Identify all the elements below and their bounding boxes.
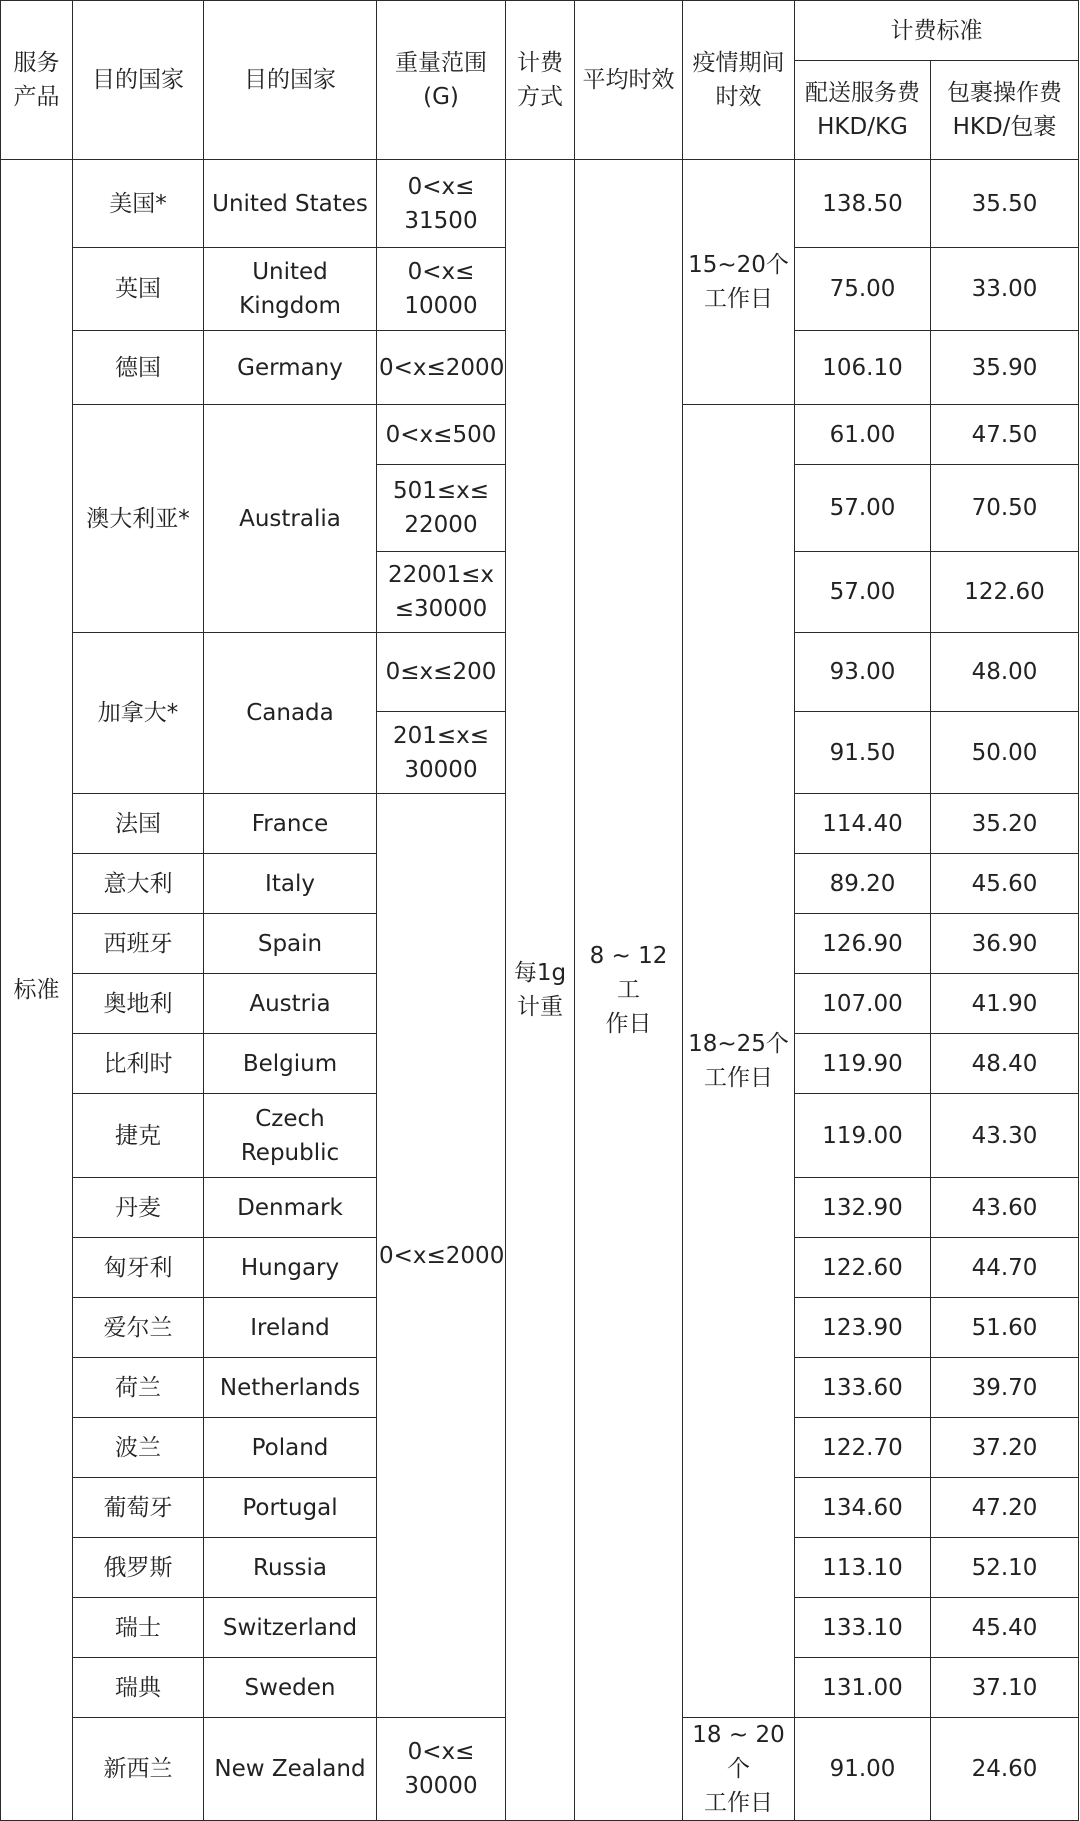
country-en-cell: Italy [204, 854, 377, 914]
delivery-fee-cell: 75.00 [795, 248, 931, 331]
country-cn-cell: 加拿大* [73, 633, 204, 794]
country-en-cell: New Zealand [204, 1718, 377, 1821]
header-billing-method: 计费 方式 [506, 1, 575, 160]
handling-fee-cell: 37.10 [931, 1658, 1079, 1718]
handling-fee-cell: 37.20 [931, 1418, 1079, 1478]
delivery-fee-cell: 89.20 [795, 854, 931, 914]
weight-range-cell: 201≤x≤ 30000 [377, 712, 506, 794]
handling-fee-cell: 52.10 [931, 1538, 1079, 1598]
country-cn-cell: 新西兰 [73, 1718, 204, 1821]
country-en-cell: Denmark [204, 1178, 377, 1238]
delivery-fee-cell: 131.00 [795, 1658, 931, 1718]
handling-fee-cell: 47.20 [931, 1478, 1079, 1538]
handling-fee-cell: 45.60 [931, 854, 1079, 914]
country-cn-cell: 瑞士 [73, 1598, 204, 1658]
country-cn-cell: 荷兰 [73, 1358, 204, 1418]
delivery-fee-cell: 57.00 [795, 465, 931, 552]
country-cn-cell: 比利时 [73, 1034, 204, 1094]
handling-fee-cell: 48.40 [931, 1034, 1079, 1094]
average-transit-cell: 8 ~ 12 工 作日 [575, 160, 683, 1821]
country-cn-cell: 意大利 [73, 854, 204, 914]
delivery-fee-cell: 122.70 [795, 1418, 931, 1478]
country-cn-cell: 美国* [73, 160, 204, 248]
handling-fee-cell: 70.50 [931, 465, 1079, 552]
pandemic-transit-cell: 18 ~ 20个 工作日 [683, 1718, 795, 1821]
delivery-fee-cell: 106.10 [795, 331, 931, 405]
country-cn-cell: 波兰 [73, 1418, 204, 1478]
delivery-fee-cell: 119.00 [795, 1094, 931, 1178]
country-en-cell: Switzerland [204, 1598, 377, 1658]
delivery-fee-cell: 133.60 [795, 1358, 931, 1418]
delivery-fee-cell: 123.90 [795, 1298, 931, 1358]
country-en-cell: Portugal [204, 1478, 377, 1538]
country-en-cell: Netherlands [204, 1358, 377, 1418]
delivery-fee-cell: 119.90 [795, 1034, 931, 1094]
country-cn-cell: 丹麦 [73, 1178, 204, 1238]
country-en-cell: United States [204, 160, 377, 248]
country-cn-cell: 英国 [73, 248, 204, 331]
handling-fee-cell: 24.60 [931, 1718, 1079, 1821]
delivery-fee-cell: 133.10 [795, 1598, 931, 1658]
country-cn-cell: 法国 [73, 794, 204, 854]
country-cn-cell: 俄罗斯 [73, 1538, 204, 1598]
country-cn-cell: 澳大利亚* [73, 405, 204, 633]
country-en-cell: Canada [204, 633, 377, 794]
country-en-cell: Sweden [204, 1658, 377, 1718]
country-cn-cell: 葡萄牙 [73, 1478, 204, 1538]
country-cn-cell: 西班牙 [73, 914, 204, 974]
handling-fee-cell: 35.90 [931, 331, 1079, 405]
delivery-fee-cell: 91.00 [795, 1718, 931, 1821]
weight-range-cell: 0<x≤ 31500 [377, 160, 506, 248]
header-fee-standard: 计费标准 [795, 1, 1079, 61]
country-en-cell: Australia [204, 405, 377, 633]
handling-fee-cell: 45.40 [931, 1598, 1079, 1658]
country-en-cell: United Kingdom [204, 248, 377, 331]
delivery-fee-cell: 93.00 [795, 633, 931, 712]
handling-fee-cell: 48.00 [931, 633, 1079, 712]
header-destination-en: 目的国家 [204, 1, 377, 160]
weight-range-cell: 0<x≤2000 [377, 794, 506, 1718]
delivery-fee-cell: 138.50 [795, 160, 931, 248]
country-en-cell: Ireland [204, 1298, 377, 1358]
delivery-fee-cell: 57.00 [795, 552, 931, 633]
handling-fee-cell: 43.30 [931, 1094, 1079, 1178]
header-delivery-fee: 配送服务费 HKD/KG [795, 61, 931, 160]
header-service-product: 服务 产品 [1, 1, 73, 160]
delivery-fee-cell: 61.00 [795, 405, 931, 465]
delivery-fee-cell: 132.90 [795, 1178, 931, 1238]
weight-range-cell: 0<x≤2000 [377, 331, 506, 405]
country-en-cell: Belgium [204, 1034, 377, 1094]
service-product-cell: 标准 [1, 160, 73, 1821]
table-row [1, 160, 1079, 248]
handling-fee-cell: 44.70 [931, 1238, 1079, 1298]
weight-range-cell: 22001≤x ≤30000 [377, 552, 506, 633]
pandemic-transit-cell: 15~20个 工作日 [683, 160, 795, 405]
handling-fee-cell: 35.50 [931, 160, 1079, 248]
billing-method-cell: 每1g 计重 [506, 160, 575, 1821]
pandemic-transit-cell: 18~25个 工作日 [683, 405, 795, 1718]
country-en-cell: Germany [204, 331, 377, 405]
delivery-fee-cell: 91.50 [795, 712, 931, 794]
country-cn-cell: 瑞典 [73, 1658, 204, 1718]
handling-fee-cell: 47.50 [931, 405, 1079, 465]
handling-fee-cell: 39.70 [931, 1358, 1079, 1418]
handling-fee-cell: 36.90 [931, 914, 1079, 974]
handling-fee-cell: 33.00 [931, 248, 1079, 331]
header-weight-range: 重量范围 (G) [377, 1, 506, 160]
header-average-transit: 平均时效 [575, 1, 683, 160]
delivery-fee-cell: 134.60 [795, 1478, 931, 1538]
delivery-fee-cell: 126.90 [795, 914, 931, 974]
weight-range-cell: 501≤x≤ 22000 [377, 465, 506, 552]
header-pandemic-transit: 疫情期间 时效 [683, 1, 795, 160]
country-cn-cell: 德国 [73, 331, 204, 405]
country-cn-cell: 奥地利 [73, 974, 204, 1034]
country-en-cell: France [204, 794, 377, 854]
handling-fee-cell: 41.90 [931, 974, 1079, 1034]
handling-fee-cell: 50.00 [931, 712, 1079, 794]
header-destination-cn: 目的国家 [73, 1, 204, 160]
country-cn-cell: 匈牙利 [73, 1238, 204, 1298]
country-cn-cell: 爱尔兰 [73, 1298, 204, 1358]
country-en-cell: Czech Republic [204, 1094, 377, 1178]
country-cn-cell: 捷克 [73, 1094, 204, 1178]
delivery-fee-cell: 113.10 [795, 1538, 931, 1598]
delivery-fee-cell: 122.60 [795, 1238, 931, 1298]
weight-range-cell: 0<x≤500 [377, 405, 506, 465]
header-handling-fee: 包裹操作费 HKD/包裹 [931, 61, 1079, 160]
handling-fee-cell: 43.60 [931, 1178, 1079, 1238]
weight-range-cell: 0<x≤ 10000 [377, 248, 506, 331]
country-en-cell: Russia [204, 1538, 377, 1598]
weight-range-cell: 0<x≤ 30000 [377, 1718, 506, 1821]
delivery-fee-cell: 114.40 [795, 794, 931, 854]
country-en-cell: Poland [204, 1418, 377, 1478]
delivery-fee-cell: 107.00 [795, 974, 931, 1034]
weight-range-cell: 0≤x≤200 [377, 633, 506, 712]
handling-fee-cell: 35.20 [931, 794, 1079, 854]
handling-fee-cell: 51.60 [931, 1298, 1079, 1358]
handling-fee-cell: 122.60 [931, 552, 1079, 633]
country-en-cell: Austria [204, 974, 377, 1034]
country-en-cell: Hungary [204, 1238, 377, 1298]
country-en-cell: Spain [204, 914, 377, 974]
